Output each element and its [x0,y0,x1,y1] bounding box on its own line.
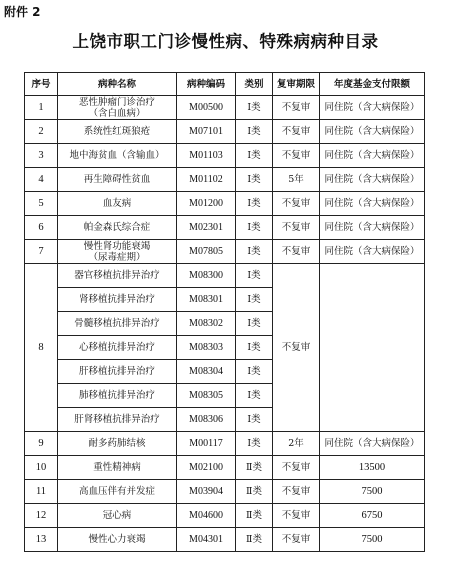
table-row [25,528,425,552]
annual-limit: 7500 [320,528,425,552]
category: Ⅰ类 [236,288,273,312]
attachment-label: 附件 2 [4,5,41,19]
disease-name: 慢性肾功能衰竭 [83,240,151,252]
table-header-row [25,73,425,96]
review-period: 不复审 [273,120,320,144]
header-category: 类别 [236,73,273,96]
disease-code: M02301 [177,216,236,240]
review-period: 不复审 [273,96,320,120]
category: Ⅰ类 [236,264,273,288]
disease-name-cell [58,168,177,192]
disease-name-cell [58,120,177,144]
disease-catalog-table [24,72,425,552]
annual-limit [320,264,425,432]
category: Ⅰ类 [236,384,273,408]
disease-code: M08303 [177,336,236,360]
category: Ⅰ类 [236,192,273,216]
disease-name: 心移植抗排异治疗 [78,342,155,353]
disease-name-cell [58,408,177,432]
disease-name-cell [58,192,177,216]
review-period: 不复审 [273,264,320,432]
disease-name: 帕金森氏综合症 [83,222,151,233]
disease-name: 肾移植抗排异治疗 [78,294,155,305]
row-number: 12 [25,504,58,528]
table-row [25,144,425,168]
table-row [25,216,425,240]
review-period: 不复审 [273,192,320,216]
disease-code: M08306 [177,408,236,432]
row-number: 6 [25,216,58,240]
disease-code: M03904 [177,480,236,504]
disease-name: 慢性心力衰竭 [88,534,146,545]
row-number: 10 [25,456,58,480]
disease-code: M01103 [177,144,236,168]
category: Ⅰ类 [236,408,273,432]
disease-name: 再生障碍性贫血 [83,174,151,185]
disease-code: M04301 [177,528,236,552]
header-code: 病种编码 [177,73,236,96]
disease-name: 肝移植抗排异治疗 [78,366,155,377]
disease-name-cell [58,288,177,312]
category: Ⅰ类 [236,360,273,384]
disease-name-cell [58,384,177,408]
disease-code: M08305 [177,384,236,408]
table-row [25,120,425,144]
disease-name: 肺移植抗排异治疗 [78,390,155,401]
annual-limit: 13500 [320,456,425,480]
disease-name-note: （尿毒症期） [88,251,146,263]
row-number: 3 [25,144,58,168]
category: Ⅰ类 [236,144,273,168]
table-row [25,504,425,528]
table-row [25,168,425,192]
row-number: 1 [25,96,58,120]
disease-code: M00117 [177,432,236,456]
table-row [25,192,425,216]
table-row [25,264,425,288]
disease-name-cell [58,336,177,360]
disease-name: 高血压伴有并发症 [78,486,155,497]
annual-limit: 同住院（含大病保险） [320,168,425,192]
row-number: 4 [25,168,58,192]
category: Ⅰ类 [236,240,273,264]
disease-name-cell [58,144,177,168]
row-number: 7 [25,240,58,264]
annual-limit: 同住院（含大病保险） [320,192,425,216]
annual-limit: 同住院（含大病保险） [320,216,425,240]
document-title: 上饶市职工门诊慢性病、特殊病病种目录 [72,32,379,51]
header-limit: 年度基金支付限额 [320,73,425,96]
category: Ⅱ类 [236,528,273,552]
table-row [25,480,425,504]
disease-name-cell [58,312,177,336]
disease-name: 耐多药肺结核 [88,438,146,449]
row-number: 11 [25,480,58,504]
category: Ⅰ类 [236,216,273,240]
annual-limit: 同住院（含大病保险） [320,240,425,264]
annual-limit: 同住院（含大病保险） [320,96,425,120]
row-number: 2 [25,120,58,144]
review-period: 不复审 [273,480,320,504]
category: Ⅰ类 [236,336,273,360]
disease-name-cell [58,480,177,504]
header-no: 序号 [25,73,58,96]
review-period: 不复审 [273,216,320,240]
disease-name: 恶性肿瘤门诊治疗 [78,96,155,108]
disease-name-cell [58,96,177,120]
disease-name-cell [58,240,177,264]
disease-name-cell [58,432,177,456]
disease-name: 肝肾移植抗排异治疗 [74,414,160,425]
disease-code: M07101 [177,120,236,144]
disease-name-cell [58,456,177,480]
annual-limit: 同住院（含大病保险） [320,144,425,168]
review-period: 不复审 [273,504,320,528]
disease-name-cell [58,504,177,528]
annual-limit: 6750 [320,504,425,528]
category: Ⅰ类 [236,312,273,336]
review-period: 不复审 [273,240,320,264]
category: Ⅰ类 [236,96,273,120]
disease-code: M07805 [177,240,236,264]
disease-name: 重性精神病 [93,462,141,473]
disease-code: M00500 [177,96,236,120]
table-row [25,96,425,120]
table-row [25,240,425,264]
review-period: 2年 [273,432,320,456]
row-number: 8 [25,264,58,432]
row-number: 5 [25,192,58,216]
disease-name: 地中海贫血（含输血） [69,150,165,161]
disease-name-cell [58,360,177,384]
category: Ⅰ类 [236,120,273,144]
header-name: 病种名称 [58,73,177,96]
table-row [25,456,425,480]
header-review: 复审期限 [273,73,320,96]
disease-name: 冠心病 [102,510,132,521]
disease-code: M08300 [177,264,236,288]
review-period: 不复审 [273,528,320,552]
disease-code: M01200 [177,192,236,216]
disease-code: M08304 [177,360,236,384]
review-period: 不复审 [273,144,320,168]
table-row [25,432,425,456]
disease-code: M04600 [177,504,236,528]
category: Ⅱ类 [236,504,273,528]
disease-code: M08302 [177,312,236,336]
disease-name-note: （含白血病） [88,107,146,119]
disease-name-cell [58,216,177,240]
annual-limit: 7500 [320,480,425,504]
review-period: 不复审 [273,456,320,480]
disease-name: 血友病 [102,198,132,209]
category: Ⅱ类 [236,480,273,504]
annual-limit: 同住院（含大病保险） [320,432,425,456]
disease-code: M02100 [177,456,236,480]
disease-name-cell [58,264,177,288]
annual-limit: 同住院（含大病保险） [320,120,425,144]
disease-name: 骨髓移植抗排异治疗 [74,318,160,329]
disease-name: 系统性红斑狼疮 [83,126,151,137]
row-number: 9 [25,432,58,456]
disease-name: 器官移植抗排异治疗 [74,270,160,281]
review-period: 5年 [273,168,320,192]
category: Ⅰ类 [236,432,273,456]
row-number: 13 [25,528,58,552]
disease-name-cell [58,528,177,552]
category: Ⅰ类 [236,168,273,192]
category: Ⅱ类 [236,456,273,480]
disease-code: M01102 [177,168,236,192]
disease-code: M08301 [177,288,236,312]
